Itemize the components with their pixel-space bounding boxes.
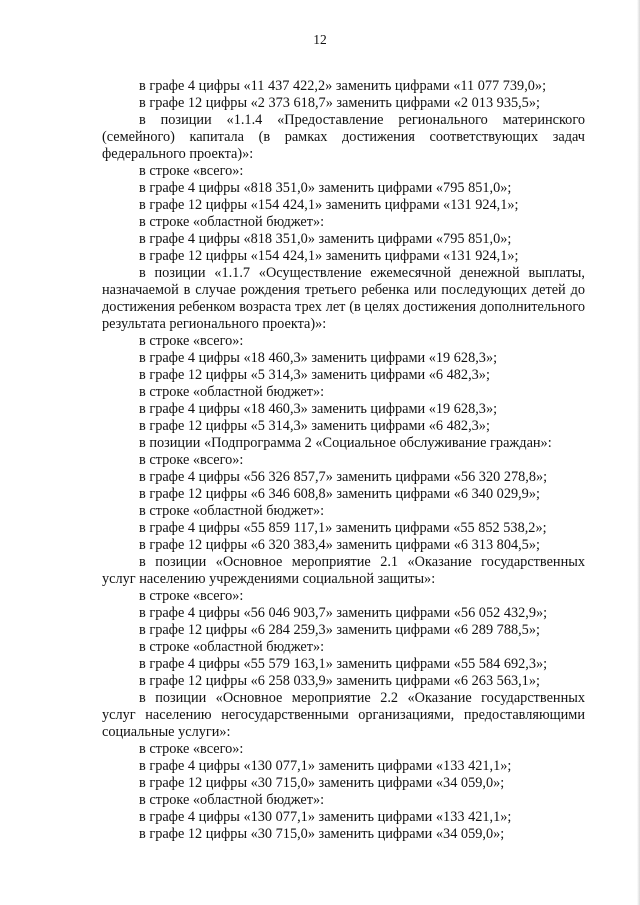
text-line: в графе 12 цифры «6 284 259,3» заменить цифрами «6 289 788,5»; — [139, 622, 540, 638]
page-number: 12 — [313, 32, 327, 47]
document-body — [102, 78, 585, 843]
text-line: в графе 4 цифры «11 437 422,2» заменить цифрами «11 077 739,0»; — [139, 78, 547, 94]
text-line: в графе 12 цифры «154 424,1» заменить цифрами «131 924,1»; — [139, 197, 519, 213]
text-line: в графе 12 цифры «30 715,0» заменить цифрами «34 059,0»; — [139, 826, 505, 842]
paragraph: в позиции «Основное мероприятие 2.2 «Оказание государственных услуг населению негосударственными организациями, предоставляющими социальные услуги»: — [102, 690, 585, 740]
text-line: в графе 12 цифры «5 314,3» заменить цифрами «6 482,3»; — [139, 367, 490, 383]
text-line: в графе 4 цифры «56 326 857,7» заменить цифрами «56 320 278,8»; — [139, 469, 548, 485]
text-line: в строке «областной бюджет»: — [139, 792, 325, 808]
text-line: в строке «областной бюджет»: — [139, 214, 325, 230]
text-line: в графе 4 цифры «18 460,3» заменить цифрами «19 628,3»; — [139, 350, 498, 366]
text-line: в графе 12 цифры «6 346 608,8» заменить цифрами «6 340 029,9»; — [139, 486, 540, 502]
text-line: в графе 12 цифры «5 314,3» заменить цифрами «6 482,3»; — [139, 418, 490, 434]
text-line: в графе 4 цифры «56 046 903,7» заменить цифрами «56 052 432,9»; — [139, 605, 548, 621]
paragraph: в позиции «1.1.7 «Осуществление ежемесячной денежной выплаты, назначаемой в случае рождения третьего ребенка или последующих детей до достижения ребенком возраста трех лет (в целях достижения дополнительного результата регионального проекта)»: — [102, 265, 585, 332]
text-line: в графе 4 цифры «55 579 163,1» заменить цифрами «55 584 692,3»; — [139, 656, 548, 672]
text-line: в графе 4 цифры «818 351,0» заменить цифрами «795 851,0»; — [139, 231, 512, 247]
text-line: в графе 4 цифры «130 077,1» заменить цифрами «133 421,1»; — [139, 758, 512, 774]
text-line: в строке «областной бюджет»: — [139, 639, 325, 655]
text-line: в графе 12 цифры «6 320 383,4» заменить цифрами «6 313 804,5»; — [139, 537, 540, 553]
paragraph: в позиции «1.1.4 «Предоставление регионального материнского (семейного) капитала (в рамках достижения соответствующих задач федерального проекта)»: — [102, 112, 585, 162]
text-line: в строке «всего»: — [139, 588, 244, 604]
text-line: в графе 12 цифры «6 258 033,9» заменить цифрами «6 263 563,1»; — [139, 673, 540, 689]
text-line: в строке «областной бюджет»: — [139, 384, 325, 400]
text-line: в позиции «Подпрограмма 2 «Социальное обслуживание граждан»: — [139, 435, 552, 451]
text-line: в графе 4 цифры «818 351,0» заменить цифрами «795 851,0»; — [139, 180, 512, 196]
text-line: в графе 4 цифры «55 859 117,1» заменить цифрами «55 852 538,2»; — [139, 520, 547, 536]
text-line: в графе 12 цифры «2 373 618,7» заменить цифрами «2 013 935,5»; — [139, 95, 540, 111]
text-line: в графе 4 цифры «130 077,1» заменить цифрами «133 421,1»; — [139, 809, 512, 825]
paragraph: в позиции «Основное мероприятие 2.1 «Оказание государственных услуг населению учреждениями социальной защиты»: — [102, 554, 585, 587]
text-line: в графе 12 цифры «154 424,1» заменить цифрами «131 924,1»; — [139, 248, 519, 264]
text-line: в графе 12 цифры «30 715,0» заменить цифрами «34 059,0»; — [139, 775, 505, 791]
text-line: в графе 4 цифры «18 460,3» заменить цифрами «19 628,3»; — [139, 401, 498, 417]
text-line: в строке «всего»: — [139, 333, 244, 349]
text-line: в строке «всего»: — [139, 163, 244, 179]
text-line: в строке «всего»: — [139, 452, 244, 468]
text-line: в строке «всего»: — [139, 741, 244, 757]
text-line: в строке «областной бюджет»: — [139, 503, 325, 519]
